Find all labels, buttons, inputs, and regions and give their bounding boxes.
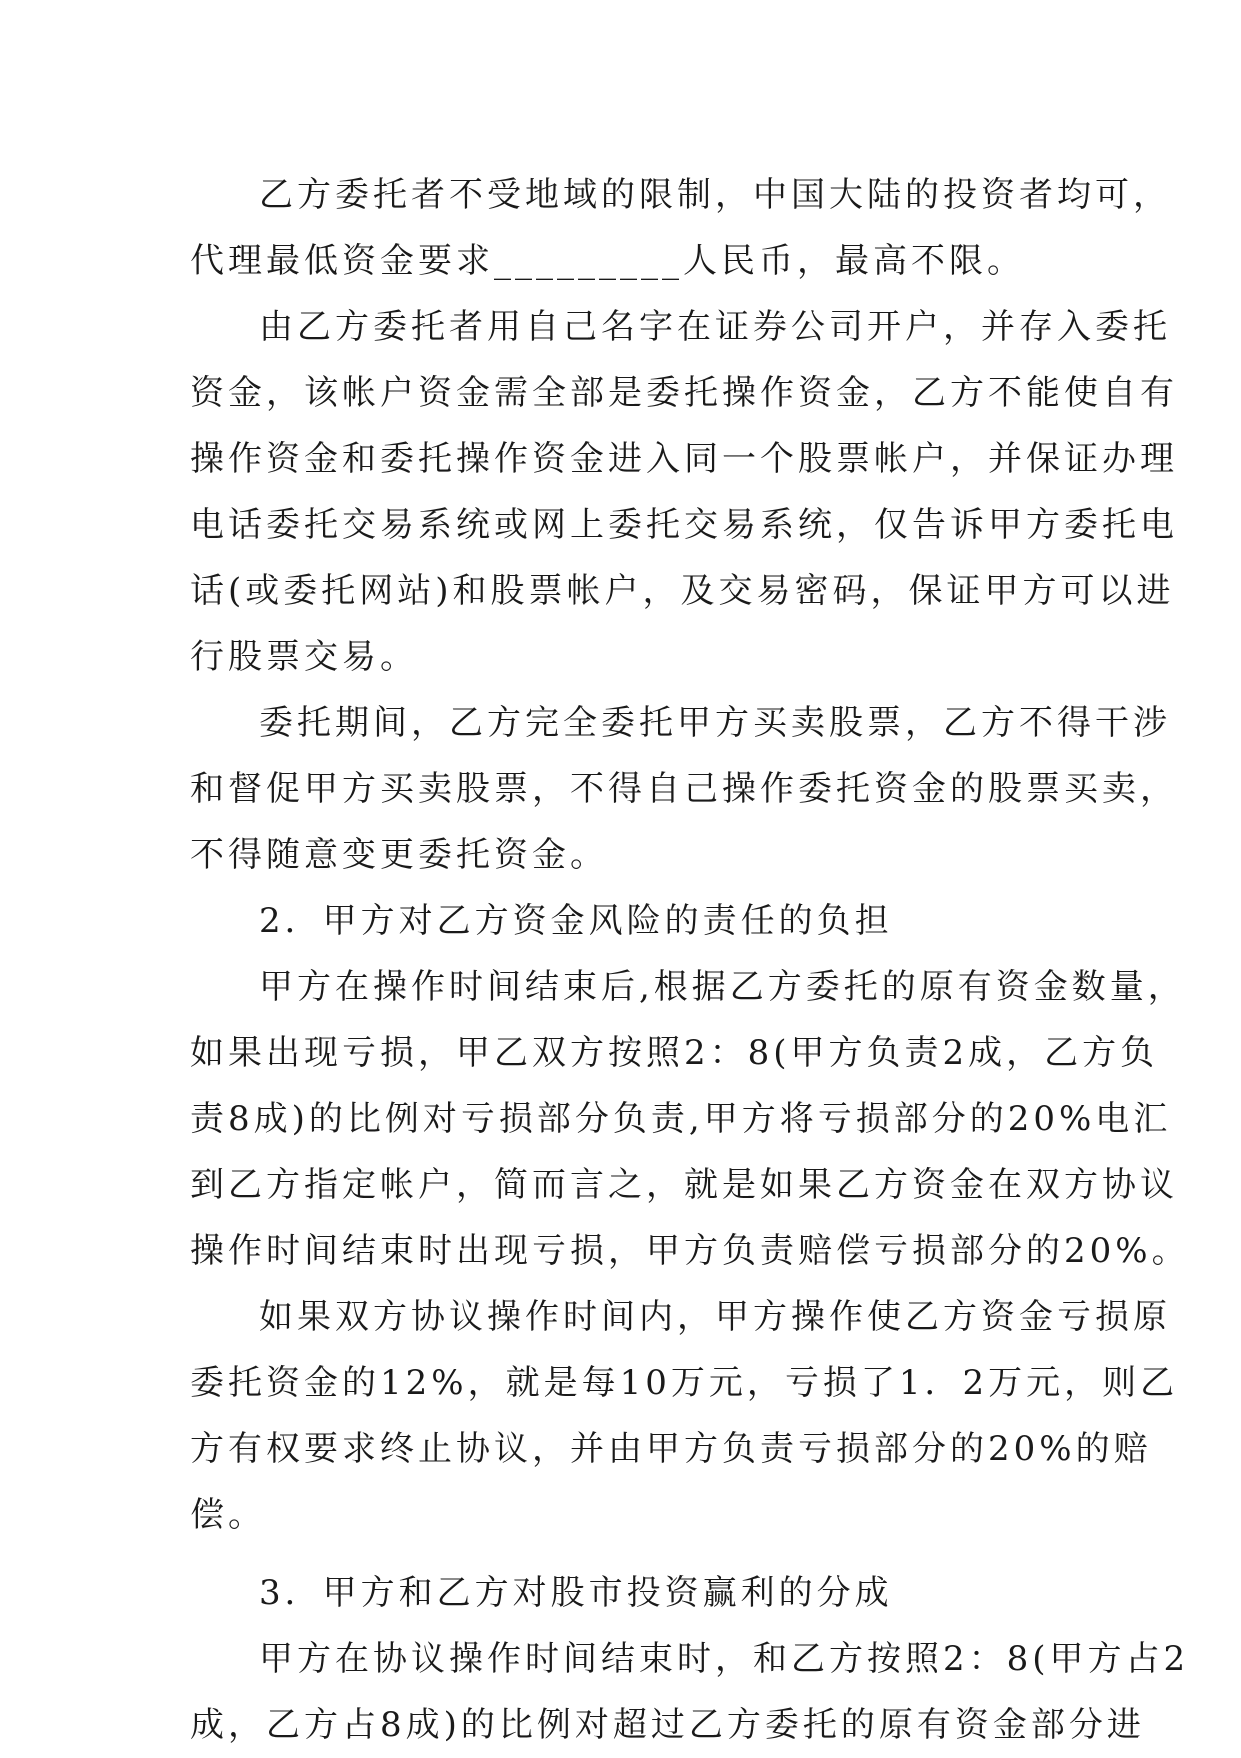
text-line: 到乙方指定帐户，简而言之，就是如果乙方资金在双方协议 <box>190 1165 1178 1205</box>
text-line: 代理最低资金要求_________人民币，最高不限。 <box>190 241 1025 281</box>
text-line: 偿。 <box>190 1495 266 1535</box>
text-line: 资金，该帐户资金需全部是委托操作资金，乙方不能使自有 <box>190 373 1178 413</box>
text-line: 电话委托交易系统或网上委托交易系统，仅告诉甲方委托电 <box>190 505 1178 545</box>
text-line: 由乙方委托者用自己名字在证券公司开户，并存入委托 <box>259 307 1171 347</box>
text-line: 甲方在操作时间结束后,根据乙方委托的原有资金数量， <box>259 967 1186 1007</box>
text-line: 如果出现亏损，甲乙双方按照2：8(甲方负责2成，乙方负 <box>190 1033 1159 1073</box>
text-line: 乙方委托者不受地域的限制，中国大陆的投资者均可， <box>259 175 1171 215</box>
text-line: 甲方在协议操作时间结束时，和乙方按照2：8(甲方占2 <box>259 1639 1190 1679</box>
text-line: 操作资金和委托操作资金进入同一个股票帐户，并保证办理 <box>190 439 1178 479</box>
text-line: 方有权要求终止协议，并由甲方负责亏损部分的20%的赔 <box>190 1429 1152 1469</box>
text-line: 和督促甲方买卖股票，不得自己操作委托资金的股票买卖， <box>190 769 1178 809</box>
text-line: 操作时间结束时出现亏损，甲方负责赔偿亏损部分的20%。 <box>190 1231 1190 1271</box>
text-line: 如果双方协议操作时间内，甲方操作使乙方资金亏损原 <box>259 1297 1171 1337</box>
section-heading: 2．甲方对乙方资金风险的责任的负担 <box>259 901 893 941</box>
text-line: 委托资金的12%，就是每10万元，亏损了1．2万元，则乙 <box>190 1363 1179 1403</box>
text-line: 成，乙方占8成)的比例对超过乙方委托的原有资金部分进 <box>190 1705 1145 1745</box>
text-line: 责8成)的比例对亏损部分负责,甲方将亏损部分的20%电汇 <box>190 1099 1172 1139</box>
section-heading: 3．甲方和乙方对股市投资赢利的分成 <box>259 1573 893 1613</box>
text-line: 委托期间，乙方完全委托甲方买卖股票，乙方不得干涉 <box>259 703 1171 743</box>
text-line: 不得随意变更委托资金。 <box>190 835 608 875</box>
document-body <box>190 162 1190 1758</box>
text-line: 话(或委托网站)和股票帐户，及交易密码，保证甲方可以进 <box>190 571 1175 611</box>
text-line: 行股票交易。 <box>190 637 418 677</box>
